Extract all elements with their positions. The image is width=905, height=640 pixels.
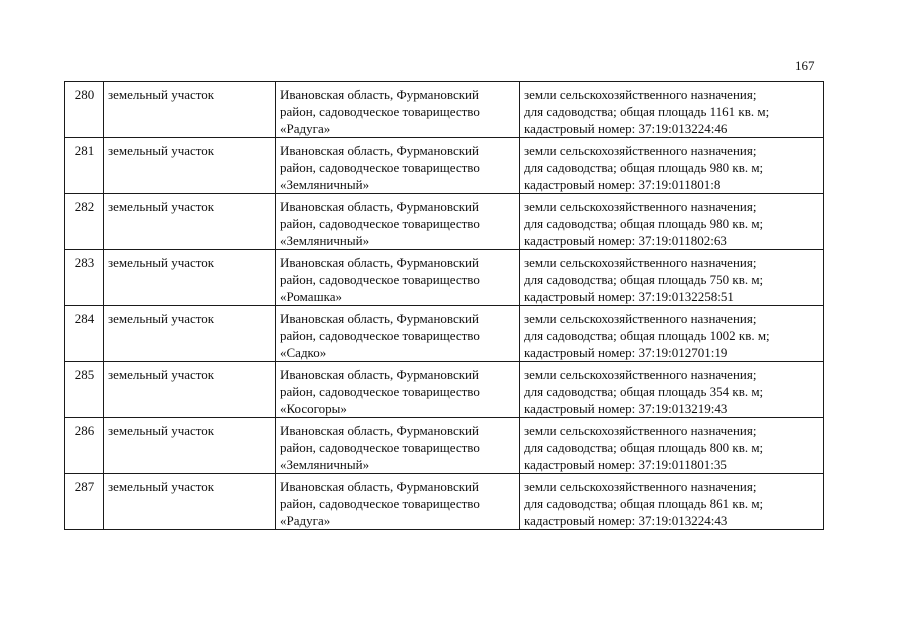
object-type-cell: земельный участок bbox=[104, 418, 276, 474]
row-number-cell: 280 bbox=[65, 82, 104, 138]
address-line: «Земляничный» bbox=[280, 233, 370, 248]
address-cell bbox=[276, 250, 520, 306]
address-line: «Косогоры» bbox=[280, 401, 347, 416]
description-line: кадастровый номер: 37:19:013224:43 bbox=[524, 513, 728, 528]
property-table-body bbox=[65, 82, 824, 530]
table-row bbox=[65, 250, 824, 306]
table-row bbox=[65, 362, 824, 418]
address-line: «Радуга» bbox=[280, 513, 331, 528]
address-cell bbox=[276, 418, 520, 474]
address-line: Ивановская область, Фурмановский bbox=[280, 143, 479, 158]
table-row bbox=[65, 474, 824, 530]
row-number-cell: 286 bbox=[65, 418, 104, 474]
address-cell bbox=[276, 474, 520, 530]
address-cell bbox=[276, 194, 520, 250]
description-cell bbox=[520, 138, 824, 194]
table-row bbox=[65, 138, 824, 194]
address-line: район, садоводческое товарищество bbox=[280, 440, 480, 455]
address-line: Ивановская область, Фурмановский bbox=[280, 479, 479, 494]
row-number-cell: 285 bbox=[65, 362, 104, 418]
description-line: кадастровый номер: 37:19:013219:43 bbox=[524, 401, 728, 416]
table-row bbox=[65, 418, 824, 474]
object-type-cell: земельный участок bbox=[104, 82, 276, 138]
description-line: для садоводства; общая площадь 750 кв. м; bbox=[524, 272, 764, 287]
address-line: Ивановская область, Фурмановский bbox=[280, 199, 479, 214]
address-line: район, садоводческое товарищество bbox=[280, 496, 480, 511]
description-cell bbox=[520, 474, 824, 530]
property-table bbox=[64, 81, 824, 530]
description-line: земли сельскохозяйственного назначения; bbox=[524, 199, 757, 214]
address-line: Ивановская область, Фурмановский bbox=[280, 367, 479, 382]
address-line: Ивановская область, Фурмановский bbox=[280, 255, 479, 270]
address-cell bbox=[276, 138, 520, 194]
description-cell bbox=[520, 82, 824, 138]
address-line: район, садоводческое товарищество bbox=[280, 328, 480, 343]
row-number-cell: 281 bbox=[65, 138, 104, 194]
object-type-cell: земельный участок bbox=[104, 194, 276, 250]
address-cell bbox=[276, 306, 520, 362]
address-line: «Садко» bbox=[280, 345, 327, 360]
description-line: для садоводства; общая площадь 861 кв. м; bbox=[524, 496, 764, 511]
description-line: для садоводства; общая площадь 1161 кв. м; bbox=[524, 104, 770, 119]
description-line: кадастровый номер: 37:19:011802:63 bbox=[524, 233, 727, 248]
description-cell bbox=[520, 194, 824, 250]
description-line: кадастровый номер: 37:19:013224:46 bbox=[524, 121, 728, 136]
description-cell bbox=[520, 418, 824, 474]
address-line: Ивановская область, Фурмановский bbox=[280, 311, 479, 326]
description-line: кадастровый номер: 37:19:0132258:51 bbox=[524, 289, 734, 304]
address-line: «Земляничный» bbox=[280, 177, 370, 192]
object-type-cell: земельный участок bbox=[104, 306, 276, 362]
description-cell bbox=[520, 306, 824, 362]
address-cell bbox=[276, 362, 520, 418]
description-cell bbox=[520, 250, 824, 306]
address-line: Ивановская область, Фурмановский bbox=[280, 423, 479, 438]
table-row bbox=[65, 82, 824, 138]
description-line: для садоводства; общая площадь 354 кв. м; bbox=[524, 384, 764, 399]
description-line: для садоводства; общая площадь 980 кв. м; bbox=[524, 216, 764, 231]
description-line: земли сельскохозяйственного назначения; bbox=[524, 255, 757, 270]
address-line: «Земляничный» bbox=[280, 457, 370, 472]
address-line: «Ромашка» bbox=[280, 289, 342, 304]
row-number-cell: 283 bbox=[65, 250, 104, 306]
row-number-cell: 282 bbox=[65, 194, 104, 250]
address-line: район, садоводческое товарищество bbox=[280, 104, 480, 119]
object-type-cell: земельный участок bbox=[104, 250, 276, 306]
description-line: земли сельскохозяйственного назначения; bbox=[524, 479, 757, 494]
address-line: район, садоводческое товарищество bbox=[280, 272, 480, 287]
address-line: Ивановская область, Фурмановский bbox=[280, 87, 479, 102]
row-number-cell: 284 bbox=[65, 306, 104, 362]
object-type-cell: земельный участок bbox=[104, 362, 276, 418]
page-number: 167 bbox=[795, 58, 815, 73]
address-line: район, садоводческое товарищество bbox=[280, 160, 480, 175]
description-line: для садоводства; общая площадь 1002 кв. м; bbox=[524, 328, 770, 343]
description-line: земли сельскохозяйственного назначения; bbox=[524, 143, 757, 158]
table-row bbox=[65, 194, 824, 250]
address-line: «Радуга» bbox=[280, 121, 331, 136]
description-line: земли сельскохозяйственного назначения; bbox=[524, 311, 757, 326]
address-line: район, садоводческое товарищество bbox=[280, 384, 480, 399]
description-line: земли сельскохозяйственного назначения; bbox=[524, 423, 757, 438]
address-line: район, садоводческое товарищество bbox=[280, 216, 480, 231]
address-cell bbox=[276, 82, 520, 138]
table-row bbox=[65, 306, 824, 362]
description-line: кадастровый номер: 37:19:011801:8 bbox=[524, 177, 721, 192]
object-type-cell: земельный участок bbox=[104, 138, 276, 194]
description-line: земли сельскохозяйственного назначения; bbox=[524, 87, 757, 102]
row-number-cell: 287 bbox=[65, 474, 104, 530]
description-cell bbox=[520, 362, 824, 418]
description-line: кадастровый номер: 37:19:012701:19 bbox=[524, 345, 728, 360]
description-line: земли сельскохозяйственного назначения; bbox=[524, 367, 757, 382]
description-line: кадастровый номер: 37:19:011801:35 bbox=[524, 457, 727, 472]
description-line: для садоводства; общая площадь 980 кв. м; bbox=[524, 160, 764, 175]
description-line: для садоводства; общая площадь 800 кв. м; bbox=[524, 440, 764, 455]
object-type-cell: земельный участок bbox=[104, 474, 276, 530]
